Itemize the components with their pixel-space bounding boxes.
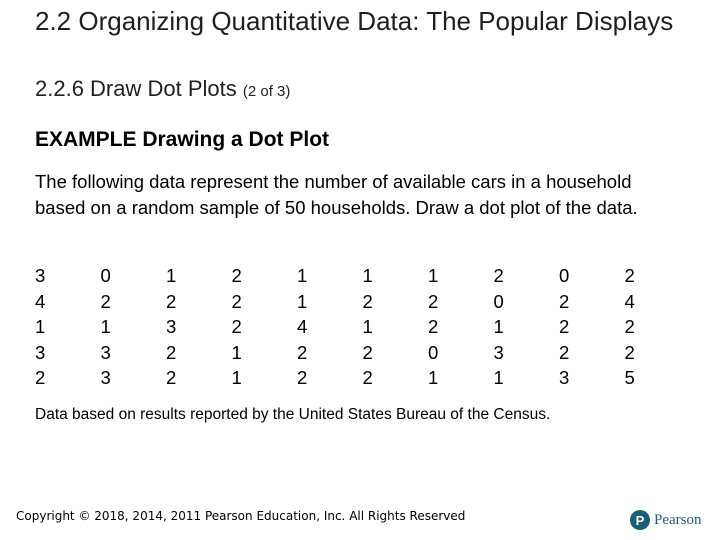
- subtitle-part-indicator: (2 of 3): [242, 83, 291, 100]
- data-cell: 4: [624, 290, 635, 312]
- data-column: [232, 263, 298, 391]
- data-cell: 2: [624, 341, 635, 363]
- data-cell: 2: [231, 316, 242, 337]
- data-cell: 1: [428, 367, 439, 388]
- data-cell: 2: [35, 367, 46, 388]
- data-cell: 1: [362, 316, 373, 337]
- data-column: [166, 263, 232, 391]
- data-cell: 3: [166, 316, 177, 337]
- data-cell: 4: [297, 316, 308, 337]
- source-note: Data based on results reported by the United States Bureau of the Census.: [35, 406, 551, 423]
- data-cell: 2: [624, 316, 635, 337]
- data-cell: 2: [559, 341, 570, 363]
- data-cell: 5: [624, 367, 635, 388]
- data-cell: 1: [231, 341, 242, 363]
- data-cell: 1: [493, 367, 504, 388]
- data-cell: 2: [231, 265, 242, 286]
- data-cell: 1: [297, 265, 308, 286]
- data-cell: 0: [100, 265, 111, 286]
- example-heading: EXAMPLE Drawing a Dot Plot: [35, 128, 330, 151]
- data-cell: 1: [231, 367, 242, 388]
- data-cell: 2: [100, 290, 111, 312]
- data-column: [559, 263, 625, 391]
- data-cell: 1: [35, 316, 46, 337]
- data-cell: 2: [559, 316, 570, 337]
- data-cell: 2: [428, 290, 439, 312]
- data-cell: 2: [559, 290, 570, 312]
- data-column: [363, 263, 429, 391]
- data-cell: 1: [493, 316, 504, 337]
- data-cell: 2: [297, 367, 308, 388]
- data-cell: 3: [100, 341, 111, 363]
- data-cell: 3: [559, 367, 570, 388]
- data-cell: 1: [362, 265, 373, 286]
- data-cell: 3: [35, 265, 46, 286]
- data-cell: 0: [559, 265, 570, 286]
- data-cell: 2: [362, 341, 373, 363]
- slide-subtitle: [35, 74, 290, 107]
- data-cell: 2: [166, 341, 177, 363]
- data-cell: 3: [493, 341, 504, 363]
- copyright-notice: Copyright © 2018, 2014, 2011 Pearson Education, Inc. All Rights Reserved: [16, 509, 466, 523]
- pearson-logo-icon: P: [630, 510, 650, 530]
- data-column: [101, 263, 167, 391]
- data-cell: 1: [166, 265, 177, 286]
- data-table: [35, 263, 690, 391]
- data-cell: 2: [166, 290, 177, 312]
- data-column: [625, 263, 691, 391]
- data-cell: 2: [362, 367, 373, 388]
- data-cell: 1: [428, 265, 439, 286]
- data-column: [428, 263, 494, 391]
- subtitle-main: 2.2.6 Draw Dot Plots: [35, 76, 237, 101]
- data-cell: 2: [297, 341, 308, 363]
- data-cell: 2: [362, 290, 373, 312]
- data-cell: 0: [428, 341, 439, 363]
- data-cell: 1: [100, 316, 111, 337]
- data-cell: 2: [624, 265, 635, 286]
- pearson-logo: [630, 510, 702, 530]
- pearson-logo-text: Pearson: [654, 511, 702, 528]
- data-cell: 1: [297, 290, 308, 312]
- data-cell: 2: [428, 316, 439, 337]
- data-column: [494, 263, 560, 391]
- data-cell: 2: [166, 367, 177, 388]
- data-cell: 2: [493, 265, 504, 286]
- data-cell: 3: [100, 367, 111, 388]
- data-cell: 4: [35, 290, 46, 312]
- data-column: [297, 263, 363, 391]
- data-cell: 3: [35, 341, 46, 363]
- data-cell: 0: [493, 290, 504, 312]
- slide-title: 2.2 Organizing Quantitative Data: The Popular Displays: [35, 6, 674, 36]
- data-cell: 2: [231, 290, 242, 312]
- example-description: The following data represent the number of available cars in a household based on a random sample of 50 households. Draw a dot plot of the data.: [35, 171, 638, 218]
- data-column: [35, 263, 101, 391]
